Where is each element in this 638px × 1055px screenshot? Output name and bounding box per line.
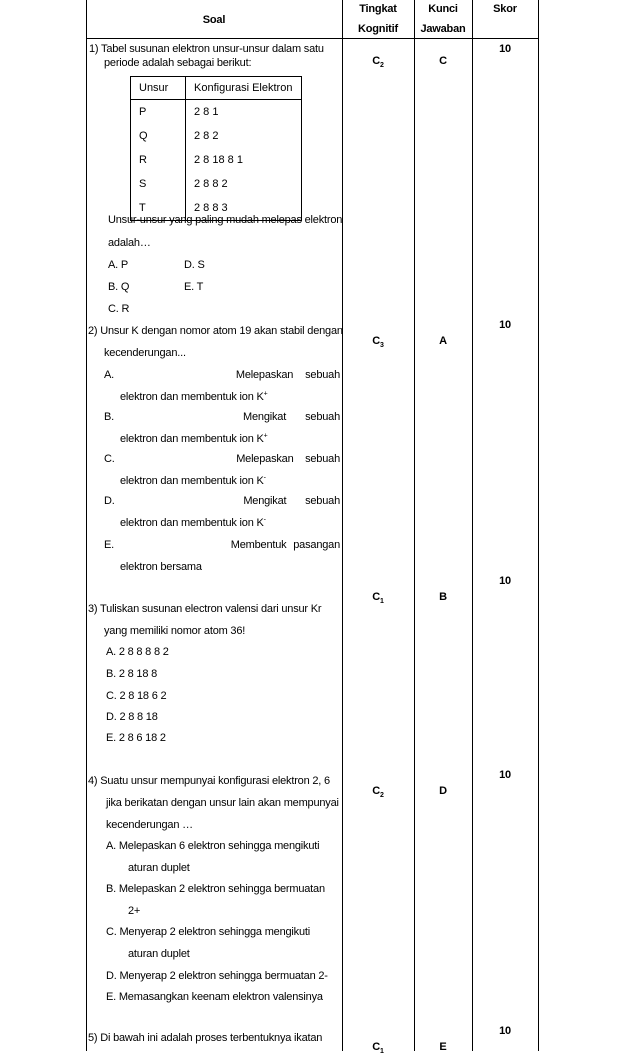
q3-answer-key: B [439,591,447,603]
q2-option-d-line2: elektron dan membentuk ion K- [120,516,266,529]
header-tingkat-kognitif-line1: Tingkat [359,3,397,15]
table-cell-unsur: S [131,172,186,196]
q3-option-d: D. 2 8 8 18 [106,711,158,723]
q4-line2: jika berikatan dengan unsur lain akan mempunyai [106,797,339,809]
table-border-left [86,0,87,1051]
q2-option-e-line2: elektron bersama [120,561,202,573]
q1-option-c: C. R [108,303,130,315]
table-cell-unsur: R [131,148,186,172]
header-kunci-jawaban-line2: Jawaban [420,23,466,35]
q3-line2: yang memiliki nomor atom 36! [104,625,246,637]
q1-option-d: D. S [184,259,205,271]
q4-option-b: B. Melepaskan 2 elektron sehingga bermuatan [106,883,325,895]
table-cell-unsur: T [131,196,186,221]
q2-option-b-line2: elektron dan membentuk ion K+ [120,432,268,445]
q4-score: 10 [499,769,511,781]
table-border-right [538,0,539,1051]
q4-option-a: A. Melepaskan 6 elektron sehingga mengikuti [106,840,320,852]
table-cell-konfigurasi: 2 8 8 3 [186,196,302,221]
q4-line1: 4) Suatu unsur mempunyai konfigurasi elektron 2, 6 [88,775,330,787]
q4-option-c: C. Menyerap 2 elektron sehingga mengikuti [106,926,310,938]
table-cell-unsur: P [131,100,186,125]
q1-line2: periode adalah sebagai berikut: [104,57,252,69]
q1-score: 10 [499,43,511,55]
q2-option-e: E. Membentuk pasangan [104,539,340,551]
q1-option-b: B. Q [108,281,130,293]
q2-option-b: B. Mengikat sebuah [104,411,340,423]
q2-option-d: D. Mengikat sebuah [104,495,340,507]
table-cell-konfigurasi: 2 8 1 [186,100,302,125]
table-row [131,124,302,148]
table-row [131,100,302,125]
q2-line2: kecenderungan... [104,347,186,359]
q1-answer-key: C [439,55,447,67]
q4-option-c-line2: aturan duplet [128,948,190,960]
q1-option-a: A. P [108,259,128,271]
table-cell-konfigurasi: 2 8 18 8 1 [186,148,302,172]
q3-option-e: E. 2 8 6 18 2 [106,732,166,744]
q4-option-d: D. Menyerap 2 elektron sehingga bermuatan 2- [106,970,328,982]
q1-line1: 1) Tabel susunan elektron unsur-unsur dalam satu [89,43,324,55]
q3-line1: 3) Tuliskan susunan electron valensi dari unsur Kr [88,603,322,615]
q4-cognitive-level: $C_2$ [372,785,384,800]
q1-question-line1: Unsur-unsur yang paling mudah melepas elektron [108,214,343,226]
table-row [131,148,302,172]
q3-cognitive-level: $C_1$ [372,591,384,606]
table-cell-unsur: Q [131,124,186,148]
header-skor: Skor [493,3,517,15]
q3-option-a: A. 2 8 8 8 8 2 [106,646,169,658]
q5-score: 10 [499,1025,511,1037]
q2-line1: 2) Unsur K dengan nomor atom 19 akan stabil dengan [88,325,343,337]
header-kunci-jawaban-line1: Kunci [428,3,458,15]
q5-cognitive-level: $C_1$ [372,1041,384,1055]
q4-option-a-line2: aturan duplet [128,862,190,874]
table-cell-konfigurasi: 2 8 8 2 [186,172,302,196]
table-header-konfigurasi: Konfigurasi Elektron [186,77,302,100]
q1-option-e: E. T [184,281,204,293]
q2-cognitive-level: $C_3$ [372,335,384,350]
q2-answer-key: A [439,335,447,347]
q3-option-c: C. 2 8 18 6 2 [106,690,167,702]
column-divider-kunci [472,0,473,1051]
electron-config-table [130,76,302,221]
table-cell-konfigurasi: 2 8 2 [186,124,302,148]
q4-option-b-line2: 2+ [128,905,141,917]
q4-answer-key: D [439,785,447,797]
table-row [131,172,302,196]
q4-line3: kecenderungan … [106,819,193,831]
q5-answer-key: E [439,1041,447,1053]
q2-option-c-line2: elektron dan membentuk ion K- [120,474,266,487]
q3-option-b: B. 2 8 18 8 [106,668,158,680]
header-soal: Soal [202,14,226,26]
q2-option-a: A. Melepaskan sebuah [104,369,340,381]
q3-score: 10 [499,575,511,587]
table-header-unsur: Unsur [131,77,186,100]
header-tingkat-kognitif-line2: Kognitif [358,23,398,35]
column-divider-soal [342,0,343,1051]
q1-question-line2: adalah… [108,237,151,249]
q1-cognitive-level: $C_2$ [372,55,384,70]
q2-option-a-line2: elektron dan membentuk ion K+ [120,390,268,403]
q4-option-e: E. Memasangkan keenam elektron valensinya [106,991,323,1003]
q2-option-c: C. Melepaskan sebuah [104,453,340,465]
header-bottom-border [86,38,539,39]
q5-line1: 5) Di bawah ini adalah proses terbentuknya ikatan [88,1032,323,1044]
q2-score: 10 [499,319,511,331]
column-divider-tingkat [414,0,415,1051]
